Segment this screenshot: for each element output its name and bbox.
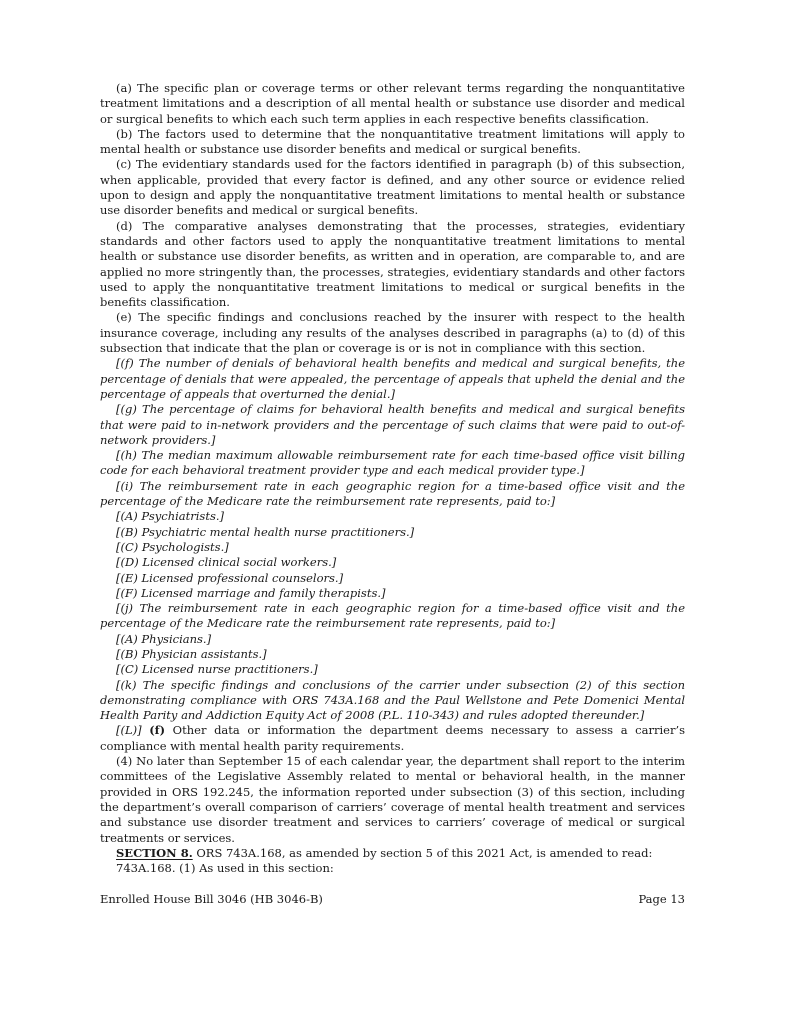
- text-run: [(h) The median maximum allowable reimbursement rate for each time-based office visit billing code for each behavioral treatment provider type and each medical provider type.]: [100, 448, 685, 478]
- paragraph: [100, 219, 685, 311]
- paragraph: [100, 525, 685, 540]
- text-run: (4) No later than September 15 of each calendar year, the department shall report to the interim committees of the Legislative Assembly related to mental or behavioral health, in the manner provided in ORS 192.245, the information reported under subsection (3) of this section, including the department’s overall comparison of carriers’ coverage of mental health treatment and services and substance use disorder treatment and services to carriers’ coverage of medical or surgical treatments or services.: [100, 754, 685, 845]
- text-run: [(C) Psychologists.]: [116, 539, 229, 554]
- paragraph: [100, 402, 685, 448]
- paragraph: [100, 448, 685, 479]
- text-run: [(B) Physician assistants.]: [116, 646, 267, 661]
- text-run: [(A) Physicians.]: [116, 631, 212, 646]
- text-run: (c) The evidentiary standards used for the factors identified in paragraph (b) of this subsection, when applicable, provided that every factor is defined, and any other source or evidence relied upon to design and apply the nonquantitative treatment limitations to mental health or substance use disorder benefits and medical or surgical benefits.: [100, 157, 685, 218]
- text-run: [(D) Licensed clinical social workers.]: [116, 555, 337, 570]
- paragraph: [100, 81, 685, 127]
- text-run: [(B) Psychiatric mental health nurse practitioners.]: [116, 524, 415, 539]
- paragraph: [100, 846, 685, 861]
- text-run: [(k) The specific findings and conclusions of the carrier under subsection (2) of this section demonstrating compliance with ORS 743A.168 and the Paul Wellstone and Pete Domenici Mental Health Parity and Addiction Equity Act of 2008 (P.L. 110-343) and rules adopted thereunder.]: [100, 677, 685, 723]
- paragraph: [100, 540, 685, 555]
- text-run: [(j) The reimbursement rate in each geographic region for a time-based office visit and the percentage of the Medicare rate the reimbursement rate represents, paid to:]: [100, 601, 685, 631]
- paragraph: [100, 678, 685, 724]
- paragraph: [100, 479, 685, 510]
- paragraph: [100, 662, 685, 677]
- text-run: 743A.168. (1) As used in this section:: [116, 861, 334, 876]
- paragraph: [100, 601, 685, 632]
- text-run: SECTION 8.: [116, 845, 193, 860]
- text-run: (a) The specific plan or coverage terms or other relevant terms regarding the nonquantitative treatment limitations and a description of all mental health or substance use disorder and medical or surgical benefits to which each such term applies in each respective benefits classification.: [100, 81, 685, 126]
- paragraph: [100, 647, 685, 662]
- page-footer: [100, 892, 685, 907]
- text-run: (f): [149, 723, 166, 738]
- paragraph: [100, 127, 685, 158]
- paragraph: [100, 586, 685, 601]
- text-run: [(C) Licensed nurse practitioners.]: [116, 662, 318, 677]
- paragraph: [100, 754, 685, 846]
- paragraph: [100, 632, 685, 647]
- footer-bill-title: Enrolled House Bill 3046 (HB 3046-B): [100, 892, 323, 906]
- text-run: [(f) The number of denials of behavioral health benefits and medical and surgical benefits, the percentage of denials that were appealed, the percentage of appeals that upheld the denial and the percentage of appeals that overturned the denial.]: [100, 356, 685, 401]
- footer-page-number: Page 13: [638, 892, 685, 906]
- text-run: [(F) Licensed marriage and family therapists.]: [116, 585, 386, 600]
- text-run: [(A) Psychiatrists.]: [116, 509, 224, 524]
- text-run: ORS 743A.168, as amended by section 5 of this 2021 Act, is amended to read:: [192, 845, 653, 860]
- paragraph: [100, 723, 685, 754]
- paragraph: [100, 555, 685, 570]
- paragraph: [100, 571, 685, 586]
- text-run: Other data or information the department deems necessary to assess a carrier’s compliance with mental health parity requirements.: [100, 723, 686, 753]
- paragraph: [100, 861, 685, 876]
- text-run: (e) The specific findings and conclusions reached by the insurer with respect to the health insurance coverage, including any results of the analyses described in paragraphs (a) to (d) of this subsection that indicate that the plan or coverage is or is not in compliance with this section.: [100, 310, 685, 356]
- text-run: (b) The factors used to determine that the nonquantitative treatment limitations will apply to mental health or substance use disorder benefits and medical or surgical benefits.: [100, 126, 685, 157]
- text-run: [(g) The percentage of claims for behavioral health benefits and medical and surgical benefits that were paid to in-network providers and the percentage of such claims that were paid to out-of-network providers.]: [100, 402, 685, 447]
- text-run: [(E) Licensed professional counselors.]: [116, 570, 344, 585]
- paragraph: [100, 310, 685, 356]
- paragraph: [100, 509, 685, 524]
- document-body: [100, 81, 685, 876]
- text-run: [(L)]: [116, 723, 142, 738]
- paragraph: [100, 356, 685, 402]
- paragraph: [100, 157, 685, 218]
- text-run: [(i) The reimbursement rate in each geographic region for a time-based office visit and the percentage of the Medicare rate the reimbursement rate represents, paid to:]: [100, 478, 685, 509]
- text-run: (d) The comparative analyses demonstrating that the processes, strategies, evidentiary standards and other factors used to apply the nonquantitative treatment limitations to mental health or substance use disorder benefits, as written and in operation, are comparable to, and are applied no more stringently than, the processes, strategies, evidentiary standards and other factors used to apply the nonquantitative treatment limitations to medical or surgical benefits in the benefits classification.: [100, 218, 685, 310]
